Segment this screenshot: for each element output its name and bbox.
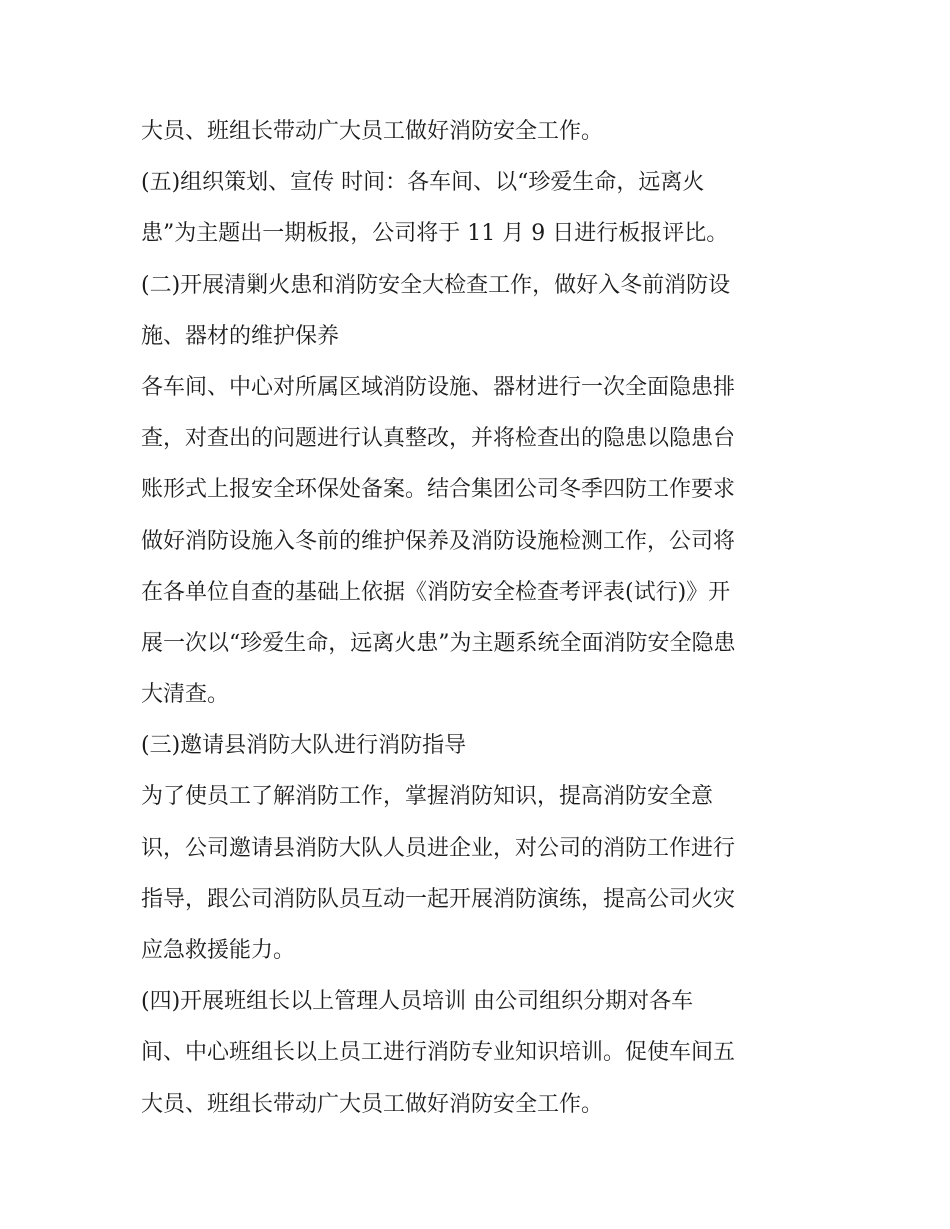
- text-line: 展一次以“珍爱生命，远离火患”为主题系统全面消防安全隐患: [141, 630, 736, 656]
- text-line: 为了使员工了解消防工作，掌握消防知识，提高消防安全意: [141, 784, 714, 810]
- text-line: 大清查。: [141, 682, 230, 708]
- text-line: 指导，跟公司消防队员互动一起开展消防演练，提高公司火灾: [141, 886, 736, 912]
- section-heading-line: (四)开展班组长以上管理人员培训 由公司组织分期对各车: [141, 989, 694, 1015]
- text-line: 账形式上报安全环保处备案。结合集团公司冬季四防工作要求: [141, 477, 736, 503]
- text-line: 大员、班组长带动广大员工做好消防安全工作。: [141, 119, 604, 144]
- document-body: [141, 106, 821, 1130]
- section-heading-line: (二)开展清剿火患和消防安全大检查工作，做好入冬前消防设: [141, 272, 731, 298]
- text-line: 做好消防设施入冬前的维护保养及消防设施检测工作，公司将: [141, 528, 736, 554]
- section-heading-line: 施、器材的维护保养: [141, 323, 340, 349]
- section-heading-line: (三)邀请县消防大队进行消防指导: [141, 733, 467, 759]
- text-line: 各车间、中心对所属区域消防设施、器材进行一次全面隐患排: [141, 374, 736, 400]
- text-line: 应急救援能力。: [141, 938, 296, 963]
- text-line: 查，对查出的问题进行认真整改，并将检查出的隐患以隐患台: [141, 426, 736, 452]
- text-line: 在各单位自查的基础上依据《消防安全检查考评表(试行)》开: [141, 579, 731, 605]
- text-line: 识，公司邀请县消防大队人员进企业，对公司的消防工作进行: [141, 835, 736, 861]
- text-line: 间、中心班组长以上员工进行消防专业知识培训。促使车间五: [141, 1040, 736, 1066]
- text-line: 患”为主题出一期板报，公司将于 11 月 9 日进行板报评比。: [141, 221, 729, 247]
- text-line: 大员、班组长带动广大员工做好消防安全工作。: [141, 1091, 604, 1117]
- text-line: (五)组织策划、宣传 时间：各车间、以“珍爱生命，远离火: [141, 170, 705, 196]
